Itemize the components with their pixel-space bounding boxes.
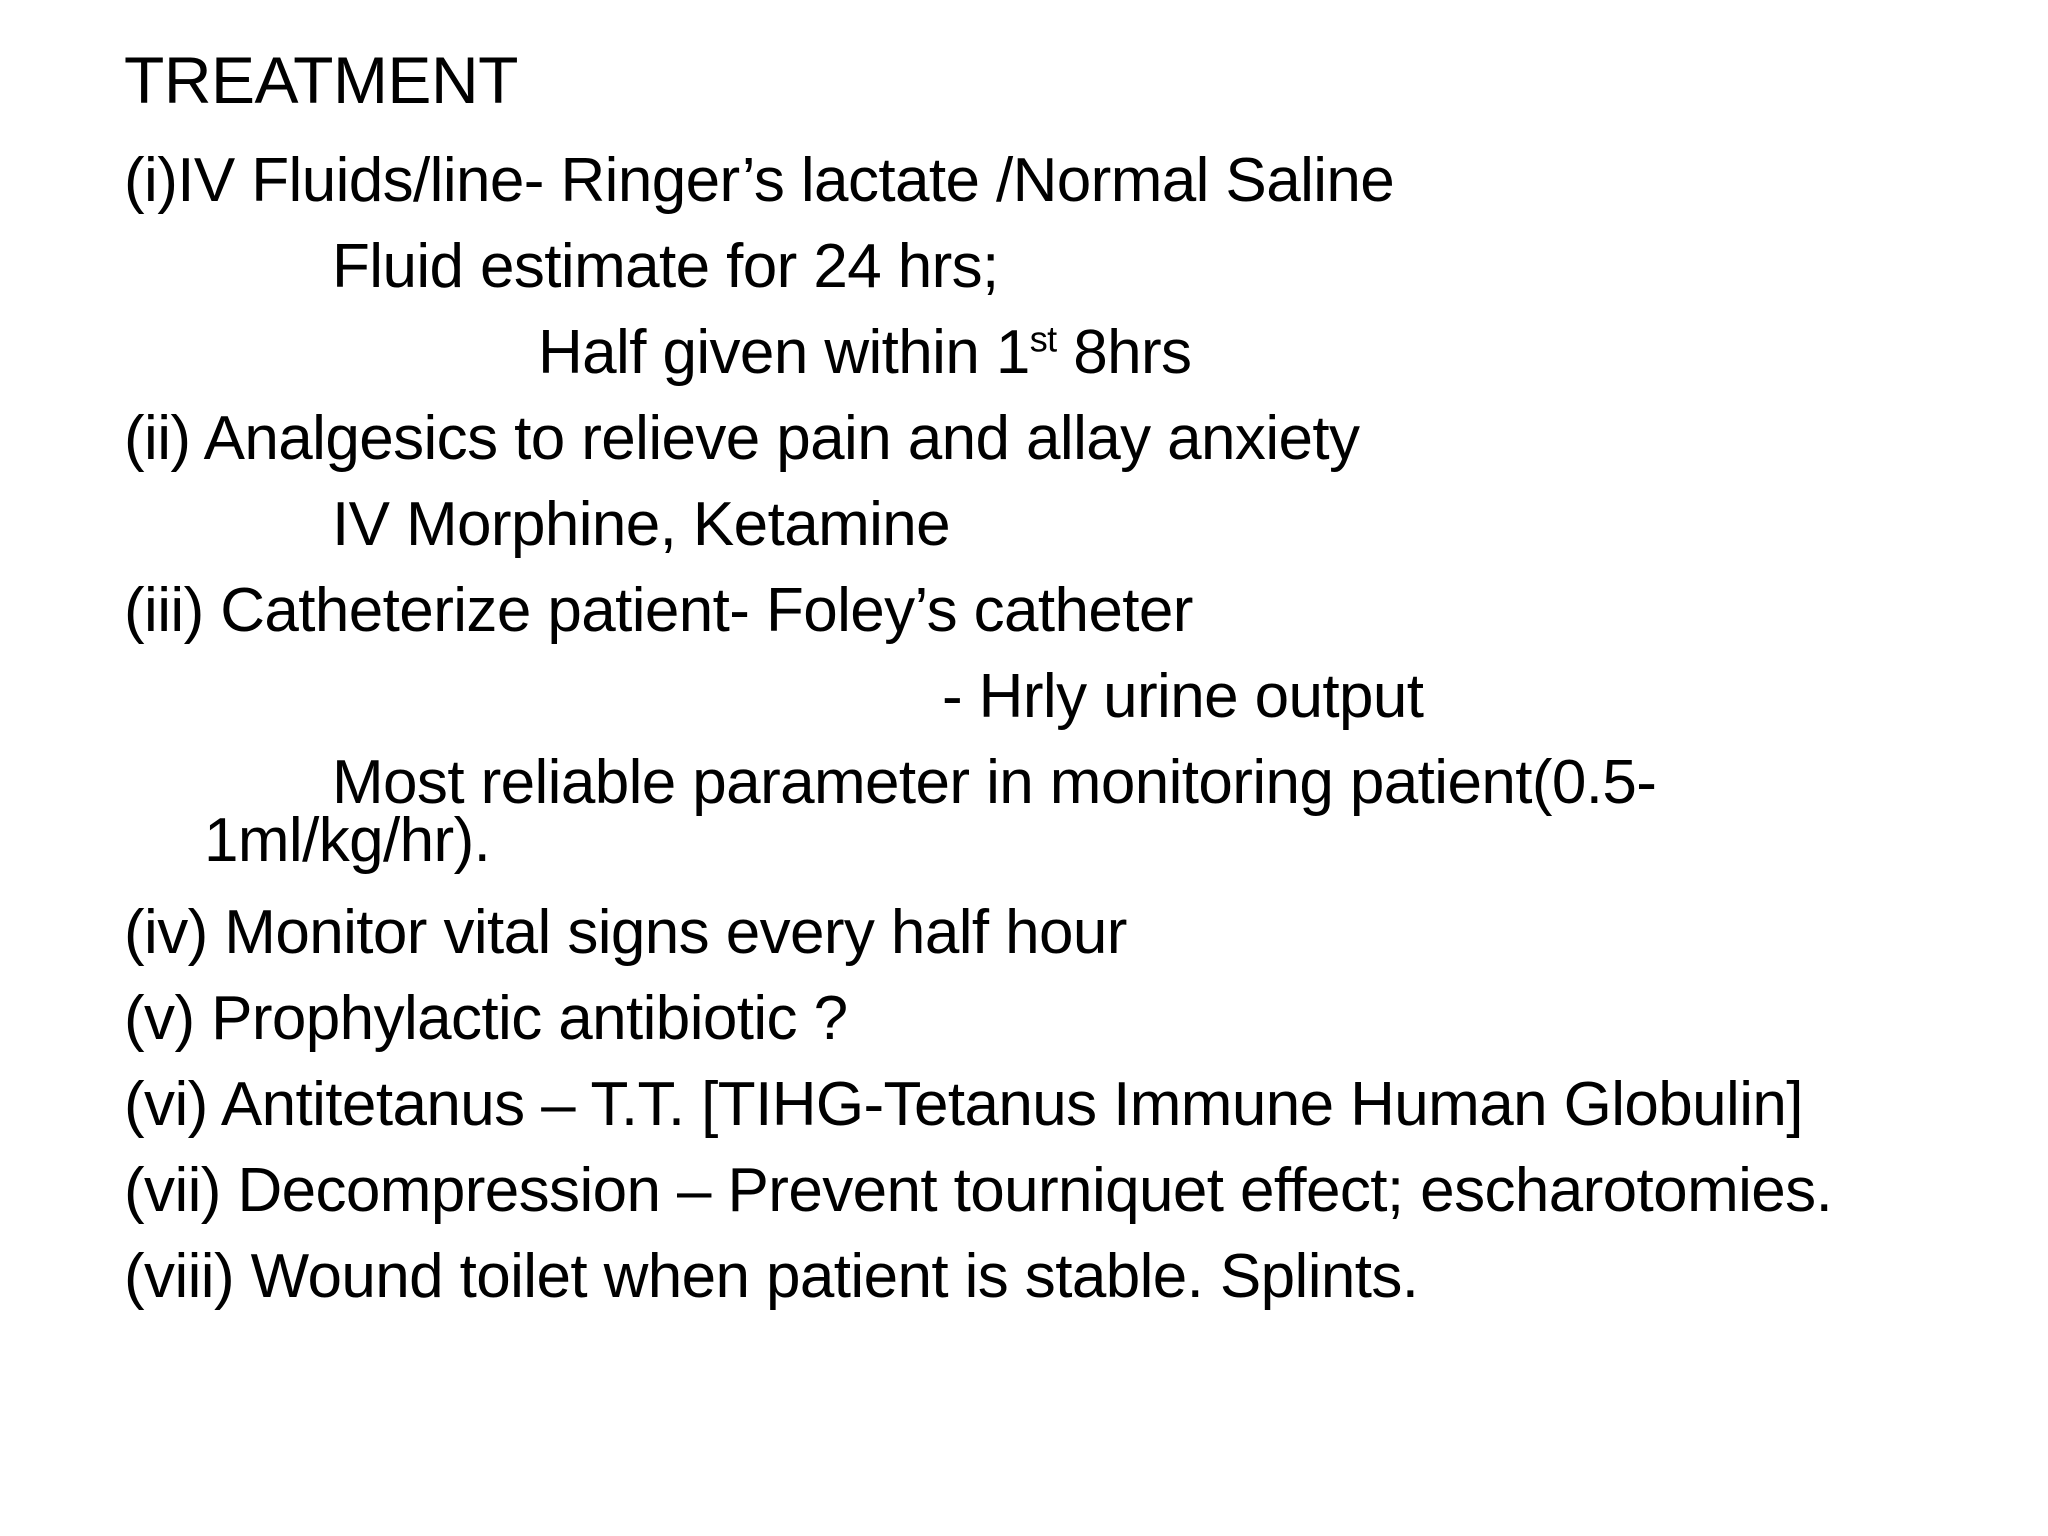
treatment-item-catheterize: (iii) Catheterize patient- Foley’s catheter <box>124 576 1193 645</box>
slide-title: TREATMENT <box>124 43 518 117</box>
half-given-text: Half given within 1 <box>538 318 1030 387</box>
treatment-item-decompression: (vii) Decompression – Prevent tourniquet effect; escharotomies. <box>124 1156 1833 1225</box>
reliable-parameter-line: Most reliable parameter in monitoring patient(0.5- <box>332 748 1657 817</box>
treatment-item-monitor-vitals: (iv) Monitor vital signs every half hour <box>124 898 1127 967</box>
ordinal-superscript: st <box>1029 318 1057 360</box>
urine-output-line: - Hrly urine output <box>942 662 1424 731</box>
treatment-item-antitetanus: (vi) Antitetanus – T.T. [TIHG-Tetanus Immune Human Globulin] <box>124 1070 1803 1139</box>
treatment-item-analgesics: (ii) Analgesics to relieve pain and allay anxiety <box>124 404 1360 473</box>
treatment-item-antibiotic: (v) Prophylactic antibiotic ? <box>124 984 848 1053</box>
half-given-line <box>538 316 1191 390</box>
analgesic-drugs-line: IV Morphine, Ketamine <box>332 490 951 559</box>
half-given-hours: 8hrs <box>1056 318 1192 387</box>
reliable-parameter-continued: 1ml/kg/hr). <box>204 806 491 875</box>
treatment-item-wound-toilet: (viii) Wound toilet when patient is stable. Splints. <box>124 1242 1419 1311</box>
treatment-item-iv-fluids: (i)IV Fluids/line- Ringer’s lactate /Normal Saline <box>124 146 1395 215</box>
fluid-estimate-line: Fluid estimate for 24 hrs; <box>332 232 999 301</box>
